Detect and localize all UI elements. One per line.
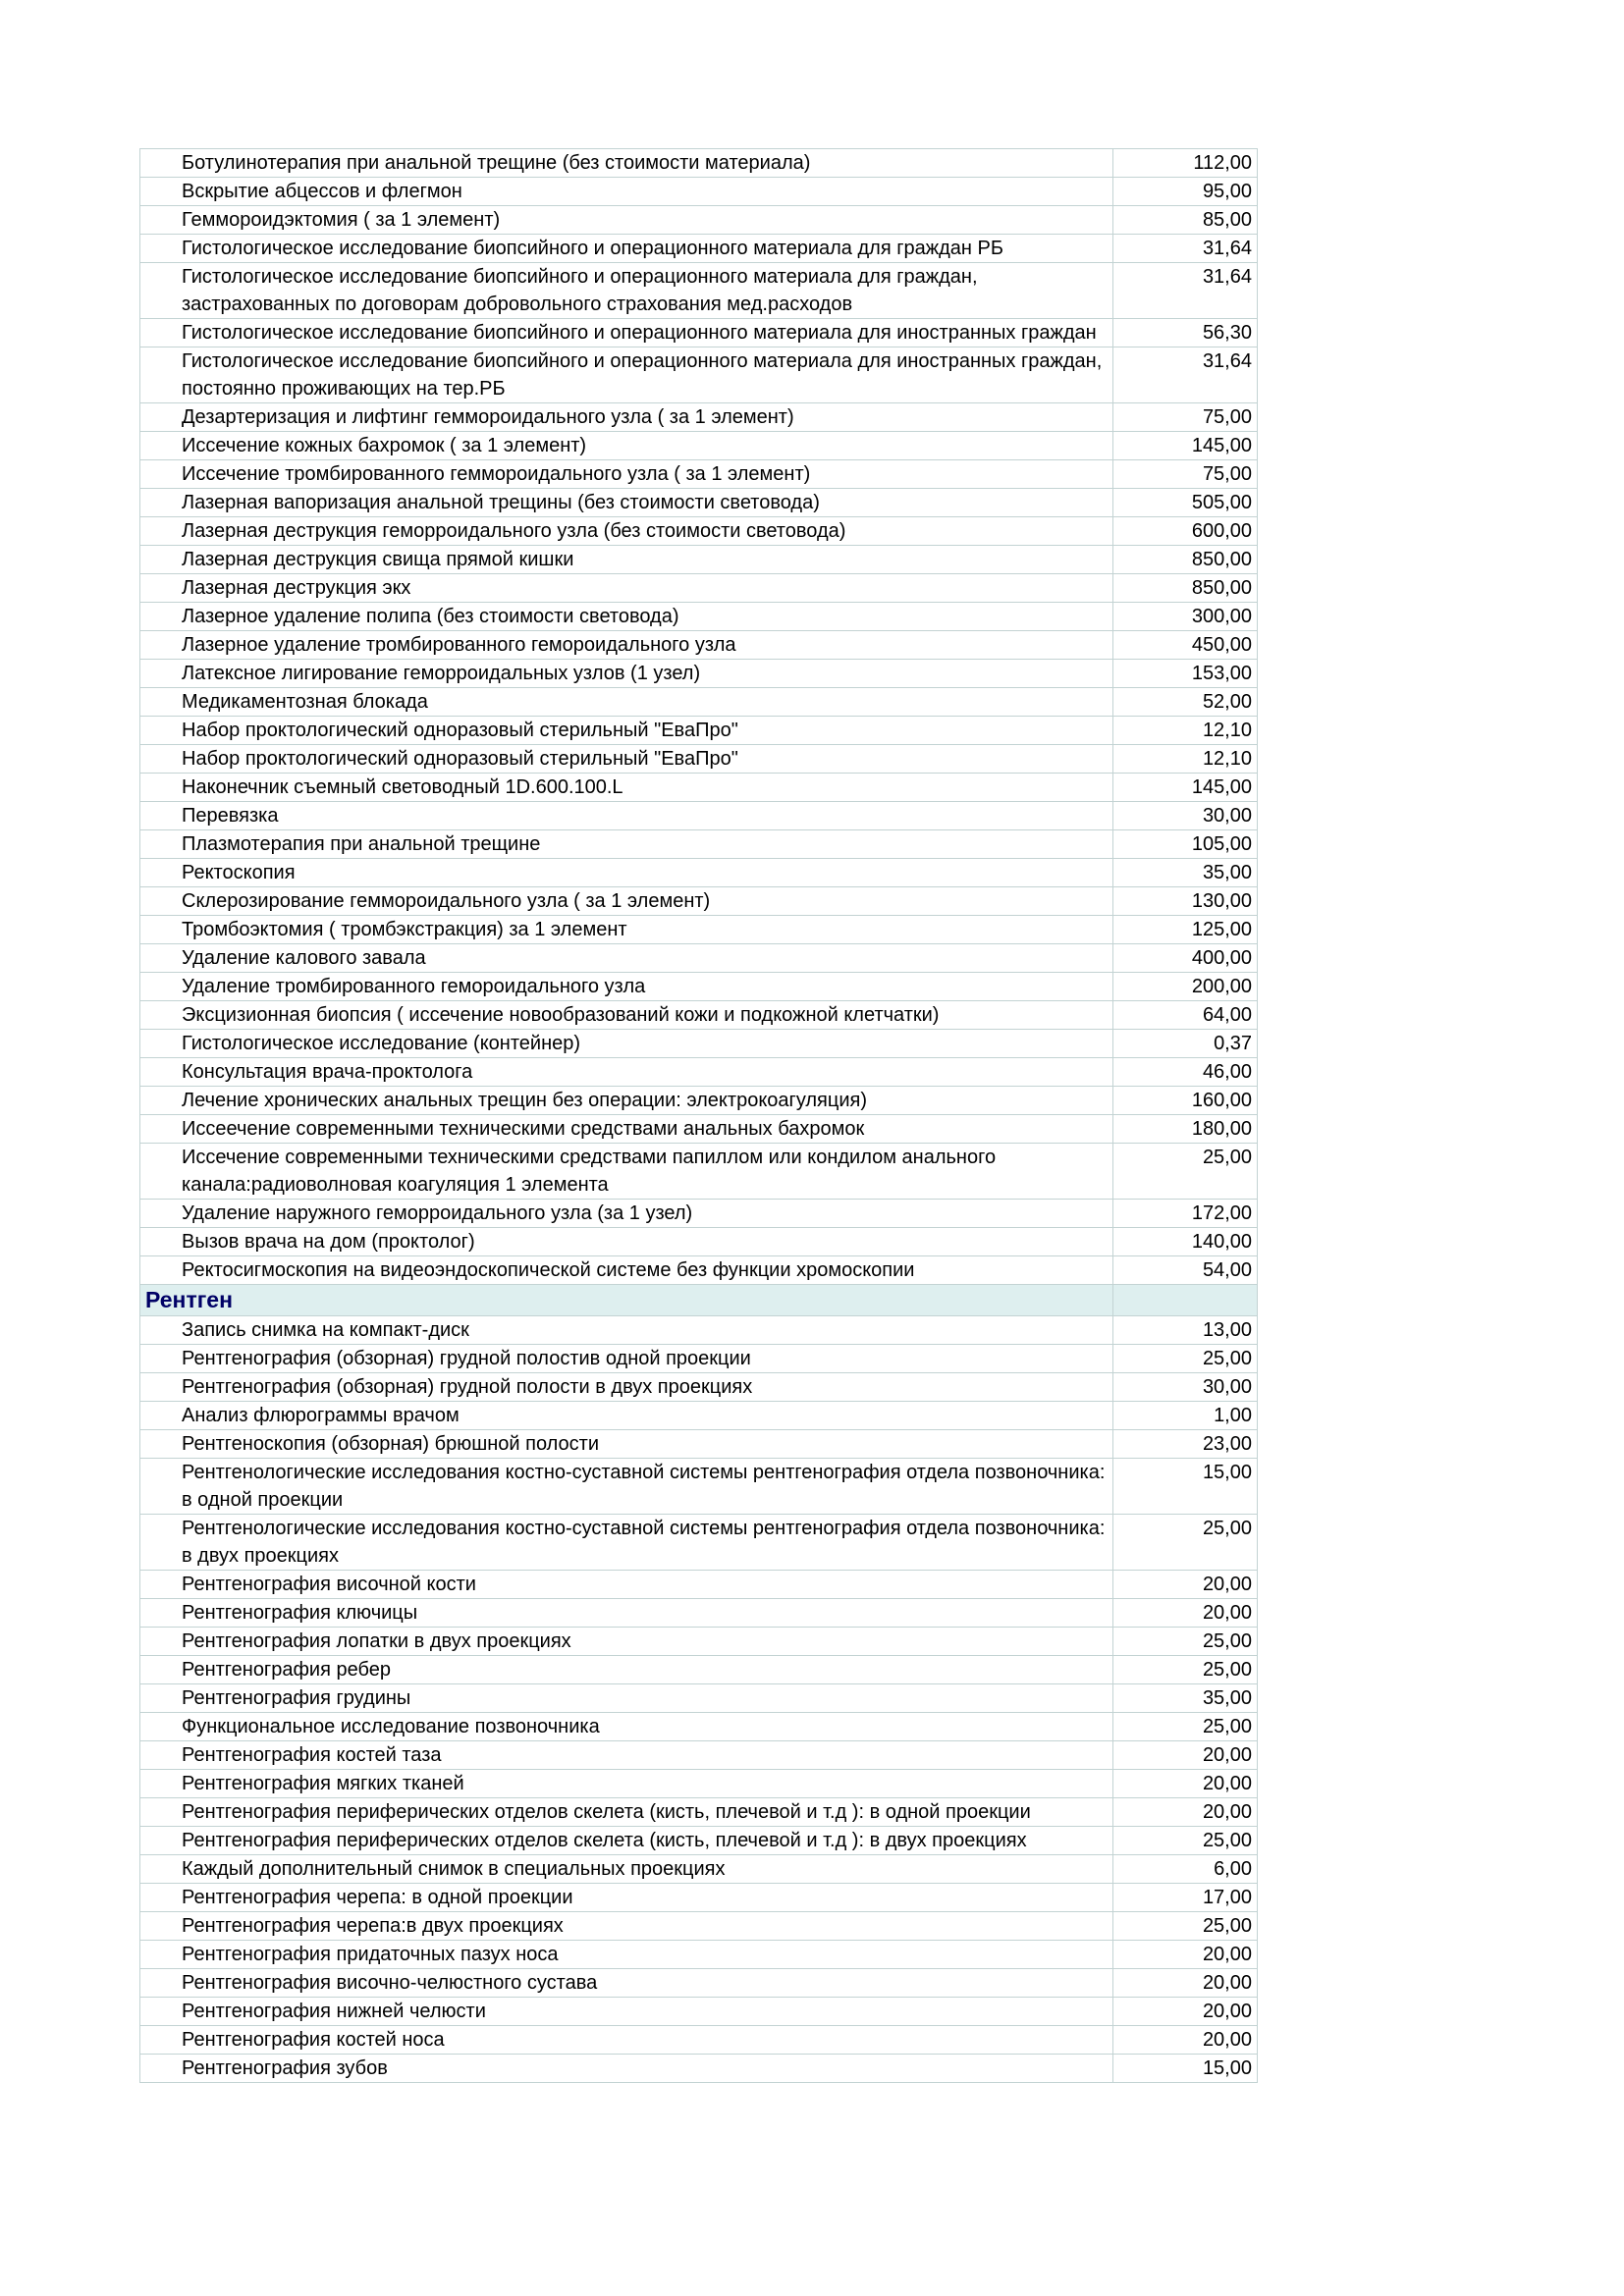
service-price: 600,00 — [1113, 517, 1258, 546]
table-row — [140, 973, 1258, 1001]
service-name: Набор проктологический одноразовый стерильный "ЕваПро" — [140, 745, 1113, 774]
table-row — [140, 1713, 1258, 1741]
table-row — [140, 1912, 1258, 1941]
service-name: Гистологическое исследование биопсийного и операционного материала для иностранных граждан — [140, 319, 1113, 347]
table-row — [140, 1316, 1258, 1345]
table-row — [140, 1827, 1258, 1855]
table-row — [140, 347, 1258, 403]
service-price: 20,00 — [1113, 1741, 1258, 1770]
table-row — [140, 1200, 1258, 1228]
service-name: Рентгенография ключицы — [140, 1599, 1113, 1628]
service-price: 20,00 — [1113, 1571, 1258, 1599]
service-price: 172,00 — [1113, 1200, 1258, 1228]
table-row — [140, 403, 1258, 432]
service-name: Наконечник съемный световодный 1D.600.100.L — [140, 774, 1113, 802]
section-title: Рентген — [140, 1285, 1113, 1316]
table-row — [140, 1969, 1258, 1998]
table-row — [140, 1571, 1258, 1599]
table-row — [140, 1770, 1258, 1798]
service-name: Гистологическое исследование биопсийного и операционного материала для иностранных граждан, постоянно проживающих на тер.РБ — [140, 347, 1113, 403]
service-name: Рентгенография мягких тканей — [140, 1770, 1113, 1798]
service-price: 25,00 — [1113, 1144, 1258, 1200]
table-row — [140, 1628, 1258, 1656]
service-price: 31,64 — [1113, 235, 1258, 263]
service-name: Плазмотерапия при анальной трещине — [140, 830, 1113, 859]
service-price: 153,00 — [1113, 660, 1258, 688]
service-name: Склерозирование геммороидального узла ( за 1 элемент) — [140, 887, 1113, 916]
service-price: 31,64 — [1113, 263, 1258, 319]
service-name: Лазерная деструкция свища прямой кишки — [140, 546, 1113, 574]
table-row — [140, 319, 1258, 347]
service-price: 25,00 — [1113, 1713, 1258, 1741]
table-row — [140, 1058, 1258, 1087]
service-price: 850,00 — [1113, 546, 1258, 574]
table-row — [140, 1741, 1258, 1770]
service-name: Лазерная деструкция экх — [140, 574, 1113, 603]
service-name: Лазерное удаление полипа (без стоимости световода) — [140, 603, 1113, 631]
table-row — [140, 2055, 1258, 2083]
service-price: 15,00 — [1113, 2055, 1258, 2083]
table-row — [140, 1798, 1258, 1827]
service-name: Удаление наружного геморроидального узла (за 1 узел) — [140, 1200, 1113, 1228]
service-price: 20,00 — [1113, 1998, 1258, 2026]
service-name: Иссечение современными техническими средствами папиллом или кондилом анального канала:радиоволновая коагуляция 1 элемента — [140, 1144, 1113, 1200]
service-name: Рентгенография височной кости — [140, 1571, 1113, 1599]
service-name: Вскрытие абцессов и флегмон — [140, 178, 1113, 206]
service-price: 6,00 — [1113, 1855, 1258, 1884]
service-price: 25,00 — [1113, 1515, 1258, 1571]
table-row — [140, 1345, 1258, 1373]
table-row — [140, 432, 1258, 460]
service-name: Запись снимка на компакт-диск — [140, 1316, 1113, 1345]
service-price: 0,37 — [1113, 1030, 1258, 1058]
table-row — [140, 1001, 1258, 1030]
table-row — [140, 1599, 1258, 1628]
service-price: 30,00 — [1113, 802, 1258, 830]
service-name: Рентгенологические исследования костно-суставной системы рентгенография отдела позвоночника: в двух проекциях — [140, 1515, 1113, 1571]
service-price: 25,00 — [1113, 1656, 1258, 1684]
table-row — [140, 1030, 1258, 1058]
service-price: 75,00 — [1113, 460, 1258, 489]
service-name: Ректоскопия — [140, 859, 1113, 887]
service-price: 400,00 — [1113, 944, 1258, 973]
service-name: Рентгенография черепа: в одной проекции — [140, 1884, 1113, 1912]
service-name: Иссеечение современными техническими средствами анальных бахромок — [140, 1115, 1113, 1144]
service-price: 25,00 — [1113, 1345, 1258, 1373]
service-name: Геммороидэктомия ( за 1 элемент) — [140, 206, 1113, 235]
service-price: 15,00 — [1113, 1459, 1258, 1515]
table-row — [140, 859, 1258, 887]
service-price: 17,00 — [1113, 1884, 1258, 1912]
service-name: Дезартеризация и лифтинг геммороидального узла ( за 1 элемент) — [140, 403, 1113, 432]
service-price: 1,00 — [1113, 1402, 1258, 1430]
table-row — [140, 887, 1258, 916]
table-row — [140, 206, 1258, 235]
service-name: Эксцизионная биопсия ( иссечение новообразований кожи и подкожной клетчатки) — [140, 1001, 1113, 1030]
service-price: 200,00 — [1113, 973, 1258, 1001]
table-row — [140, 1684, 1258, 1713]
service-name: Функциональное исследование позвоночника — [140, 1713, 1113, 1741]
service-price: 505,00 — [1113, 489, 1258, 517]
service-name: Рентгенография костей таза — [140, 1741, 1113, 1770]
service-price: 75,00 — [1113, 403, 1258, 432]
service-name: Рентгенография зубов — [140, 2055, 1113, 2083]
service-price: 450,00 — [1113, 631, 1258, 660]
service-name: Рентгенография ребер — [140, 1656, 1113, 1684]
service-name: Рентгенография грудины — [140, 1684, 1113, 1713]
service-price: 20,00 — [1113, 2026, 1258, 2055]
service-price: 160,00 — [1113, 1087, 1258, 1115]
service-price: 13,00 — [1113, 1316, 1258, 1345]
table-row — [140, 1459, 1258, 1515]
service-price: 145,00 — [1113, 432, 1258, 460]
section-header-row — [140, 1285, 1258, 1316]
service-price: 125,00 — [1113, 916, 1258, 944]
service-name: Набор проктологический одноразовый стерильный "ЕваПро" — [140, 717, 1113, 745]
table-row — [140, 1144, 1258, 1200]
service-price: 25,00 — [1113, 1912, 1258, 1941]
service-name: Лазерное удаление тромбированного гемороидального узла — [140, 631, 1113, 660]
service-name: Рентгенография периферических отделов скелета (кисть, плечевой и т.д ): в двух проекциях — [140, 1827, 1113, 1855]
service-price: 35,00 — [1113, 1684, 1258, 1713]
service-price: 25,00 — [1113, 1628, 1258, 1656]
table-row — [140, 178, 1258, 206]
service-name: Консультация врача-проктолога — [140, 1058, 1113, 1087]
service-name: Лазерная вапоризация анальной трещины (без стоимости световода) — [140, 489, 1113, 517]
service-name: Рентгенография (обзорная) грудной полости в двух проекциях — [140, 1373, 1113, 1402]
table-row — [140, 603, 1258, 631]
service-price: 85,00 — [1113, 206, 1258, 235]
price-table-body — [140, 149, 1258, 2083]
service-name: Удаление калового завала — [140, 944, 1113, 973]
service-price: 54,00 — [1113, 1256, 1258, 1285]
section-price-cell — [1113, 1285, 1258, 1316]
service-name: Рентгенография нижней челюсти — [140, 1998, 1113, 2026]
table-row — [140, 1941, 1258, 1969]
service-price: 105,00 — [1113, 830, 1258, 859]
service-name: Медикаментозная блокада — [140, 688, 1113, 717]
service-price: 145,00 — [1113, 774, 1258, 802]
table-row — [140, 944, 1258, 973]
service-price: 35,00 — [1113, 859, 1258, 887]
table-row — [140, 1515, 1258, 1571]
service-price: 130,00 — [1113, 887, 1258, 916]
service-price: 300,00 — [1113, 603, 1258, 631]
service-price: 20,00 — [1113, 1941, 1258, 1969]
service-price: 64,00 — [1113, 1001, 1258, 1030]
service-name: Гистологическое исследование биопсийного и операционного материала для граждан, застрахованных по договорам добровольного страхования мед.расходов — [140, 263, 1113, 319]
service-price: 20,00 — [1113, 1969, 1258, 1998]
service-price: 12,10 — [1113, 745, 1258, 774]
service-name: Ректосигмоскопия на видеоэндоскопической системе без функции хромоскопии — [140, 1256, 1113, 1285]
service-name: Иссечение кожных бахромок ( за 1 элемент) — [140, 432, 1113, 460]
service-name: Рентгенография костей носа — [140, 2026, 1113, 2055]
table-row — [140, 1884, 1258, 1912]
table-row — [140, 235, 1258, 263]
table-row — [140, 1402, 1258, 1430]
table-row — [140, 1256, 1258, 1285]
service-name: Гистологическое исследование биопсийного и операционного материала для граждан РБ — [140, 235, 1113, 263]
table-row — [140, 574, 1258, 603]
service-price: 140,00 — [1113, 1228, 1258, 1256]
service-name: Лазерная деструкция геморроидального узла (без стоимости световода) — [140, 517, 1113, 546]
table-row — [140, 688, 1258, 717]
service-name: Гистологическое исследование (контейнер) — [140, 1030, 1113, 1058]
service-name: Рентгеноскопия (обзорная) брюшной полости — [140, 1430, 1113, 1459]
service-name: Лечение хронических анальных трещин без операции: электрокоагуляция) — [140, 1087, 1113, 1115]
table-row — [140, 1228, 1258, 1256]
service-price: 180,00 — [1113, 1115, 1258, 1144]
table-row — [140, 263, 1258, 319]
service-name: Рентгенография височно-челюстного сустава — [140, 1969, 1113, 1998]
table-row — [140, 1373, 1258, 1402]
service-name: Рентгенография придаточных пазух носа — [140, 1941, 1113, 1969]
service-price: 23,00 — [1113, 1430, 1258, 1459]
table-row — [140, 802, 1258, 830]
service-name: Каждый дополнительный снимок в специальных проекциях — [140, 1855, 1113, 1884]
service-name: Ботулинотерапия при анальной трещине (без стоимости материала) — [140, 149, 1113, 178]
service-name: Латексное лигирование геморроидальных узлов (1 узел) — [140, 660, 1113, 688]
table-row — [140, 1855, 1258, 1884]
table-row — [140, 1115, 1258, 1144]
service-price: 112,00 — [1113, 149, 1258, 178]
table-row — [140, 546, 1258, 574]
service-price: 95,00 — [1113, 178, 1258, 206]
service-price: 20,00 — [1113, 1770, 1258, 1798]
service-name: Тромбоэктомия ( тромбэкстракция) за 1 элемент — [140, 916, 1113, 944]
service-name: Анализ флюрограммы врачом — [140, 1402, 1113, 1430]
service-name: Рентгенография периферических отделов скелета (кисть, плечевой и т.д ): в одной проекции — [140, 1798, 1113, 1827]
table-row — [140, 916, 1258, 944]
table-row — [140, 460, 1258, 489]
table-row — [140, 774, 1258, 802]
table-row — [140, 745, 1258, 774]
service-name: Иссечение тромбированного геммороидального узла ( за 1 элемент) — [140, 460, 1113, 489]
table-row — [140, 830, 1258, 859]
service-price: 25,00 — [1113, 1827, 1258, 1855]
table-row — [140, 517, 1258, 546]
table-row — [140, 1087, 1258, 1115]
table-row — [140, 717, 1258, 745]
service-price: 31,64 — [1113, 347, 1258, 403]
service-price: 850,00 — [1113, 574, 1258, 603]
table-row — [140, 631, 1258, 660]
service-name: Перевязка — [140, 802, 1113, 830]
price-table — [139, 148, 1258, 2083]
service-price: 46,00 — [1113, 1058, 1258, 1087]
service-name: Рентгенография черепа:в двух проекциях — [140, 1912, 1113, 1941]
table-row — [140, 1430, 1258, 1459]
service-name: Рентгенография лопатки в двух проекциях — [140, 1628, 1113, 1656]
service-name: Рентгенологические исследования костно-суставной системы рентгенография отдела позвоночника: в одной проекции — [140, 1459, 1113, 1515]
service-price: 56,30 — [1113, 319, 1258, 347]
service-price: 20,00 — [1113, 1798, 1258, 1827]
table-row — [140, 1998, 1258, 2026]
table-row — [140, 149, 1258, 178]
table-row — [140, 2026, 1258, 2055]
service-price: 30,00 — [1113, 1373, 1258, 1402]
service-name: Рентгенография (обзорная) грудной полостив одной проекции — [140, 1345, 1113, 1373]
service-name: Удаление тромбированного гемороидального узла — [140, 973, 1113, 1001]
table-row — [140, 660, 1258, 688]
service-price: 20,00 — [1113, 1599, 1258, 1628]
service-price: 12,10 — [1113, 717, 1258, 745]
table-row — [140, 489, 1258, 517]
table-row — [140, 1656, 1258, 1684]
service-name: Вызов врача на дом (проктолог) — [140, 1228, 1113, 1256]
service-price: 52,00 — [1113, 688, 1258, 717]
